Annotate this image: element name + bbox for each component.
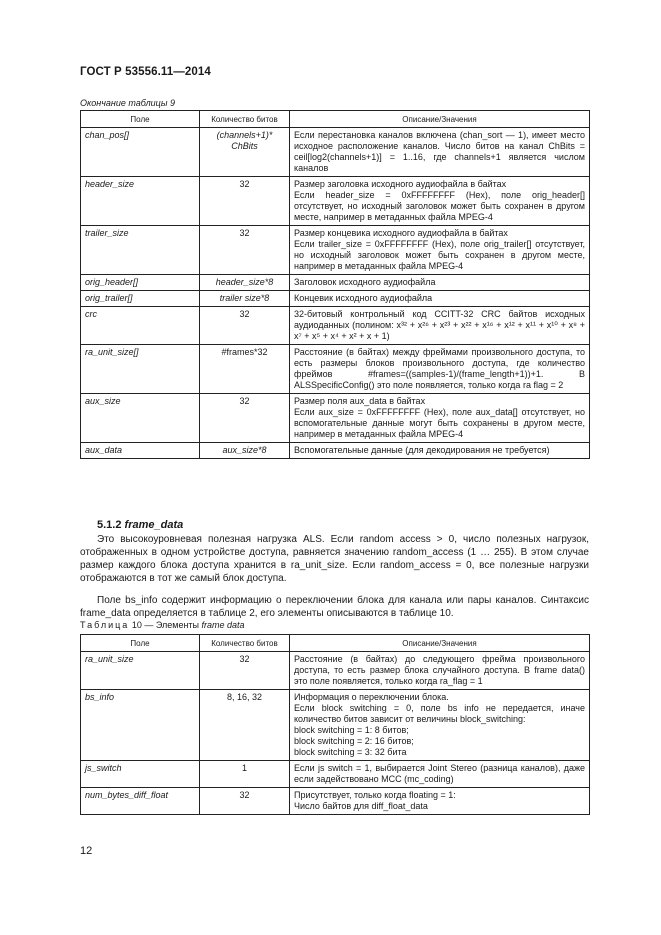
table-row [81,291,590,307]
field-name: bs_info [81,690,200,761]
description: Если перестановка каналов включена (chan_sort — 1), имеет место исходное расположение каналов. Число битов на канал ChBits = ceil[log2(channels+1)] = 1..16, где channels+1 является числом каналов [290,128,590,177]
field-name: orig_header[] [81,275,200,291]
description: Расстояние (в байтах) между фреймами произвольного доступа, то есть размеры блоков произвольного доступа, где количество фреймов #frames=((samples-1)/(frame_length+1))+1. В ALSSpecificConfig() это поле появляется, только когда ra flag = 2 [290,345,590,394]
description-line: Размер заголовка исходного аудиофайла в байтах [294,179,507,189]
field-name: orig_trailer[] [81,291,200,307]
column-header-field: Поле [81,635,200,652]
description-line: block switching = 1: 8 битов; [294,725,409,735]
bit-count: 32 [200,394,290,443]
description [290,788,590,815]
description: Заголовок исходного аудиофайла [290,275,590,291]
table-row [81,275,590,291]
table-row [81,443,590,459]
field-name: js_switch [81,761,200,788]
caption-label: Таблица [80,620,130,630]
description-line: Если block switching = 0, поле bs info не передается, иначе количество битов зависит от величины block_switching: [294,703,585,724]
table-row [81,690,590,761]
description-text: 32-битовый контрольный код CCITT-32 CRC байтов исходных аудиоданных (полином: [294,309,585,330]
description-line: block switching = 3: 32 бита [294,747,407,757]
field-name: aux_data [81,443,200,459]
bit-count: 32 [200,226,290,275]
bit-count: 1 [200,761,290,788]
description-line: Размер концевика исходного аудиофайла в байтах [294,228,508,238]
bit-count-line: (channels+1)* [216,130,273,140]
description-line: Присутствует, только когда floating = 1: [294,790,456,800]
table-row [81,394,590,443]
field-name: aux_size [81,394,200,443]
column-header-bits: Количество битов [200,111,290,128]
crc-polynomial: x³² + x²⁶ + x²³ + x²² + x¹⁶ + x¹² + x¹¹ + x¹⁰ + x⁸ + x⁷ + x⁵ + x⁴ + x² + x + 1) [294,320,585,341]
bit-count: 32 [200,652,290,690]
bit-count: aux_size*8 [200,443,290,459]
column-header-field: Поле [81,111,200,128]
description: Если js switch = 1, выбирается Joint Stereo (разница каналов), даже если задействовано MCC (mc_coding) [290,761,590,788]
bit-count: trailer size*8 [200,291,290,307]
table-row [81,761,590,788]
table-row [81,788,590,815]
table-row [81,345,590,394]
bit-count [200,128,290,177]
description-line: Если header_size = 0xFFFFFFFF (Hex), поле orig_header[] отсутствует, но исходный заголовок может быть сохранен в другом месте, например в метаданных файла MPEG-4 [294,190,585,222]
section-heading [97,519,183,531]
column-header-bits: Количество битов [200,635,290,652]
table-10-caption [80,620,245,630]
page-number: 12 [80,845,93,857]
field-name: trailer_size [81,226,200,275]
section-title: frame_data [124,519,184,531]
description-line: Информация о переключении блока. [294,692,449,702]
table-continuation-label: Окончание таблицы 9 [80,98,175,108]
table-row [81,128,590,177]
field-name: chan_pos[] [81,128,200,177]
table-header-row [81,635,590,652]
field-name: header_size [81,177,200,226]
description [290,177,590,226]
table-row [81,652,590,690]
standard-code: ГОСТ Р 53556.11—2014 [80,66,211,78]
field-name: ra_unit_size [81,652,200,690]
field-name: ra_unit_size[] [81,345,200,394]
description-line: block switching = 2: 16 битов; [294,736,414,746]
caption-name: frame data [201,620,245,630]
description-line: Если aux_size = 0xFFFFFFFF (Hex), поле aux_data[] отсутствует, но вспомогательные данные могут быть сохранены в другом месте, например в метаданных файла MPEG-4 [294,407,585,439]
table-row [81,226,590,275]
table-row [81,307,590,345]
caption-text: 10 — Элементы [131,620,200,630]
table-9 [80,110,590,459]
field-name: crc [81,307,200,345]
body-paragraph: Поле bs_info содержит информацию о переключении блока для канала или пары каналов. Синтаксис frame_data определяется в таблице 2, его элементы описываются в таблице 10. [80,595,589,619]
column-header-description: Описание/Значения [290,635,590,652]
bit-count-line: ChBits [231,141,258,151]
description-line: Число байтов для diff_float_data [294,801,428,811]
description [290,307,590,345]
description: Концевик исходного аудиофайла [290,291,590,307]
table-10 [80,634,590,815]
table-row [81,177,590,226]
description [290,226,590,275]
bit-count: #frames*32 [200,345,290,394]
bit-count: header_size*8 [200,275,290,291]
description [290,394,590,443]
bit-count: 32 [200,177,290,226]
section-number: 5.1.2 [97,519,122,531]
bit-count: 8, 16, 32 [200,690,290,761]
description-line: Если trailer_size = 0xFFFFFFFF (Hex), поле orig_trailer[] отсутствует, но исходный заголовок может быть сохранен в другом месте, например в метаданных файла MPEG-4 [294,239,585,271]
table-header-row [81,111,590,128]
field-name: num_bytes_diff_float [81,788,200,815]
description: Вспомогательные данные (для декодирования не требуется) [290,443,590,459]
description-line: Размер поля aux_data в байтах [294,396,426,406]
bit-count: 32 [200,307,290,345]
description: Расстояние (в байтах) до следующего фрейма произвольного доступа, то есть размер блока случайного доступа. В frame data() это поле появляется, только когда ra_flag = 1 [290,652,590,690]
body-paragraph: Это высокоуровневая полезная нагрузка ALS. Если random access > 0, число полезных нагрузок, отображенных в одном устройстве доступа, равняется значению random_access (1 … 255). В этом случае размер каждого блока доступа хранится в ra_unit_size. Если random_access = 0, все полезные нагрузки отображаются в тот же самый блок доступа. [80,534,589,584]
bit-count: 32 [200,788,290,815]
description [290,690,590,761]
column-header-description: Описание/Значения [290,111,590,128]
